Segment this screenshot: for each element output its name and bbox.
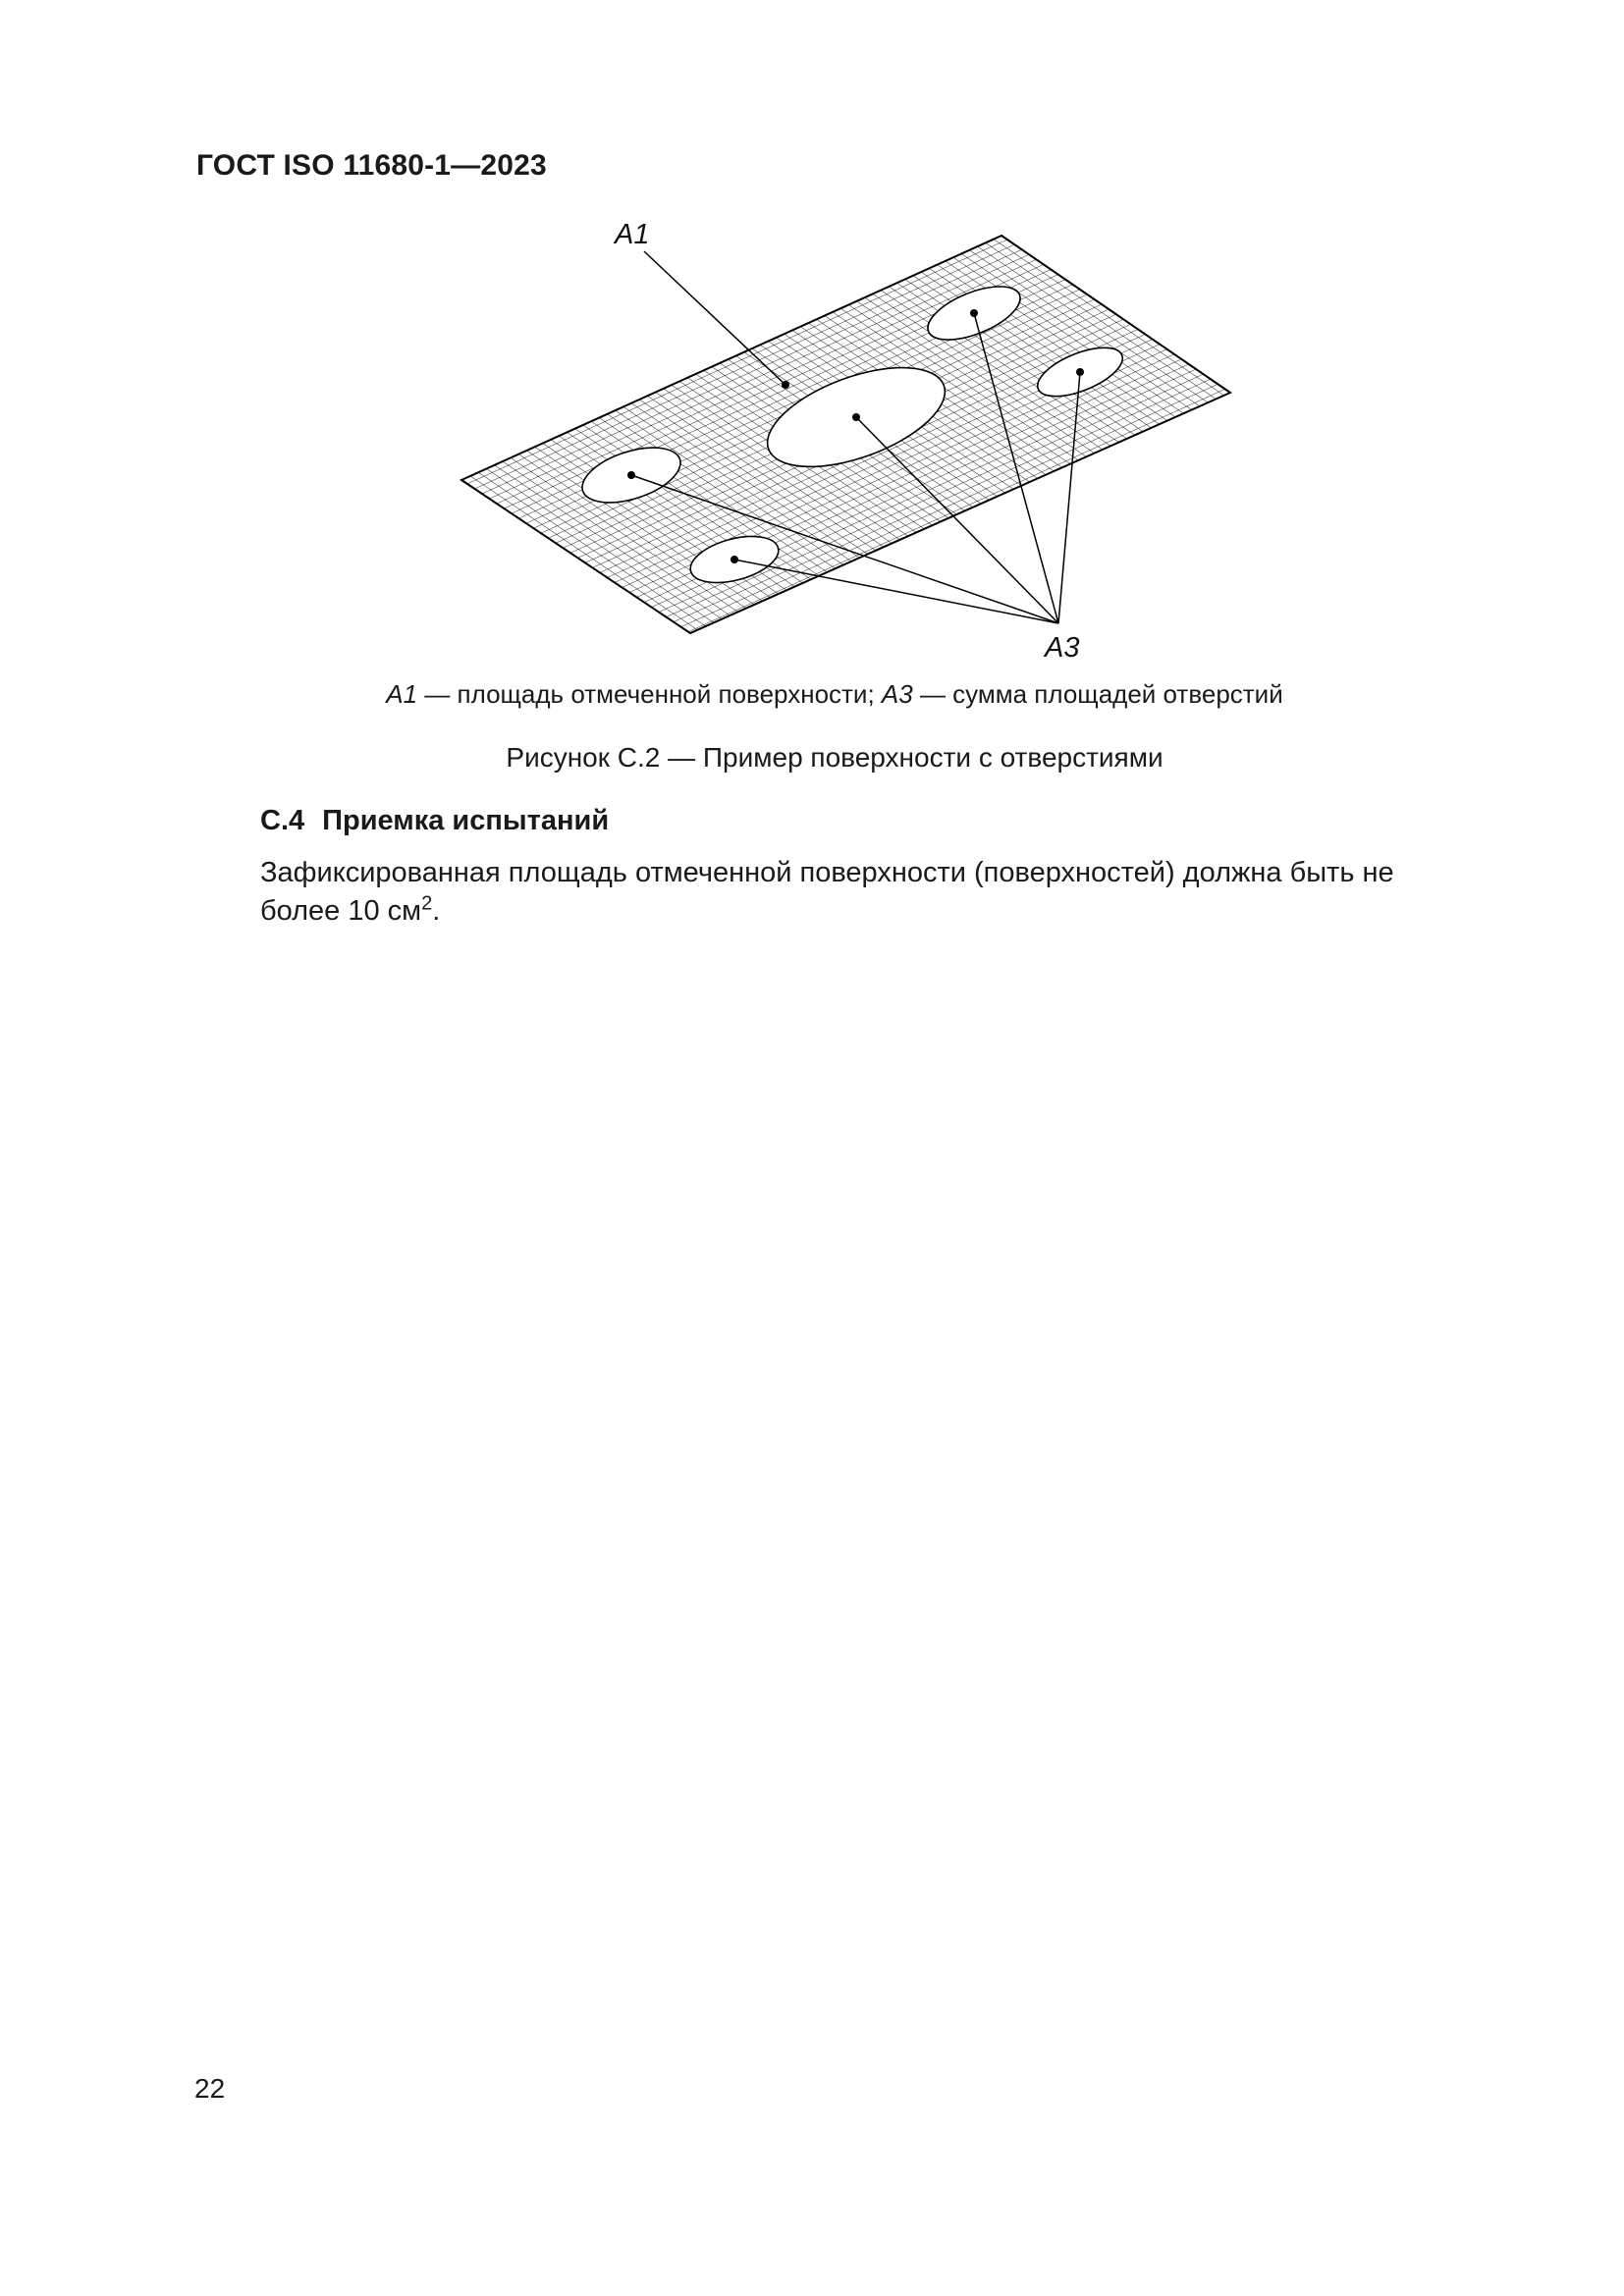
section-heading xyxy=(260,805,609,837)
paragraph-text: Зафиксированная площадь отмеченной поверхности (поверхностей) должна быть не более 10 см xyxy=(260,857,1394,928)
paragraph-period: . xyxy=(432,895,441,928)
caption-a1-label: А1 xyxy=(386,679,418,709)
document-title: ГОСТ ISO 11680-1—2023 xyxy=(196,149,547,182)
page-number: 22 xyxy=(194,2073,226,2104)
body-paragraph xyxy=(260,854,1438,931)
figure-title: Рисунок С.2 — Пример поверхности с отверстиями xyxy=(506,742,1164,773)
figure-caption xyxy=(275,679,1394,710)
caption-a3-text: — сумма площадей отверстий xyxy=(912,679,1283,709)
figure-label-a3: А3 xyxy=(1045,632,1080,664)
caption-a3-label: А3 xyxy=(881,679,913,709)
figure-c2-image xyxy=(452,218,1257,671)
section-number: С.4 xyxy=(260,805,305,836)
figure-label-a1: А1 xyxy=(615,219,650,250)
paragraph-superscript: 2 xyxy=(421,892,433,915)
section-title: Приемка испытаний xyxy=(322,805,610,836)
caption-a1-text: — площадь отмеченной поверхности; xyxy=(417,679,882,709)
